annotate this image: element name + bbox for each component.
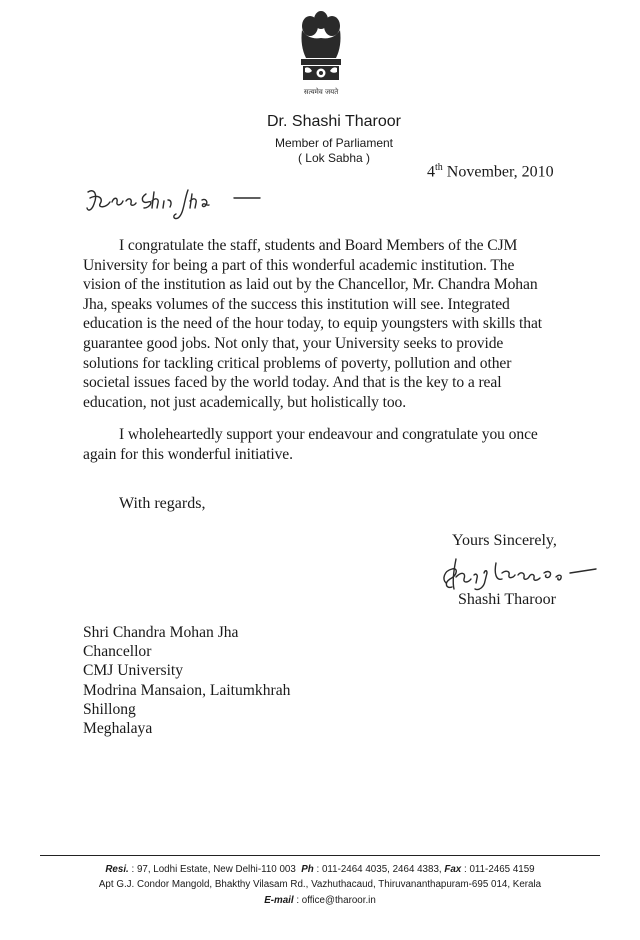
sender-name: Dr. Shashi Tharoor bbox=[267, 113, 401, 130]
signature-text: Shashi Tharoor bbox=[432, 553, 439, 554]
signer-name: Shashi Tharoor bbox=[458, 591, 556, 608]
email-link[interactable]: : office@tharoor.in bbox=[296, 895, 376, 906]
phone-label: Ph bbox=[301, 864, 314, 875]
handwritten-salutation bbox=[84, 184, 264, 224]
footer-divider bbox=[40, 855, 600, 856]
footer-email-line bbox=[30, 895, 610, 906]
address-line: CMJ University bbox=[83, 662, 184, 680]
address-line: Shillong bbox=[83, 700, 136, 718]
footer-address-line: Apt G.J. Condor Mangold, Bhakthy Vilasam Rd., Vazhuthacaud, Thiruvananthapuram-695 014, Kerala bbox=[98, 879, 542, 890]
address-line: Chancellor bbox=[83, 643, 152, 661]
body-paragraph-2: I wholeheartedly support your endeavour and congratulate you once again for this wonderful initiative. bbox=[83, 426, 538, 463]
body-paragraph-1: I congratulate the staff, students and Board Members of the CJM University for being a part of this wonderful academic institution. The vision of the institution as laid out by the Chancellor, Mr. Chandra Mohan Jha, speaks volumes of the success this institution will see. Integrated education is the need of the hour today, to equip youngsters with skills that guarantee good jobs. Not only that, your University seeks to provide solutions for tackling critical problems of poverty, pollution and other societal issues faced by the world today. And that is the key to a real education, not just academically, but holistically too. bbox=[83, 237, 543, 411]
sender-title: Member of Parliament bbox=[274, 136, 394, 150]
date-rest: November, 2010 bbox=[442, 163, 554, 181]
address-line: Modrina Mansaion, Laitumkhrah bbox=[83, 681, 291, 699]
regards-line: With regards, bbox=[119, 495, 206, 512]
footer-contact-line bbox=[30, 864, 610, 875]
recipient-address bbox=[83, 623, 290, 738]
sender-house: ( Lok Sabha ) bbox=[297, 151, 371, 165]
letter-date bbox=[427, 162, 554, 181]
phone-value: : 011-2464 4035, 2464 4383, bbox=[316, 864, 442, 875]
ashoka-emblem-icon bbox=[290, 6, 352, 106]
email-label: E-mail bbox=[264, 895, 294, 906]
date-suffix: th bbox=[435, 162, 443, 173]
fax-value: : 011-2465 4159 bbox=[464, 864, 535, 875]
salutation-text: Dear Shri Jha — bbox=[84, 184, 91, 185]
fax-label: Fax bbox=[444, 864, 462, 875]
closing-line: Yours Sincerely, bbox=[452, 532, 557, 549]
address-line: Meghalaya bbox=[83, 720, 153, 738]
address-line: Shri Chandra Mohan Jha bbox=[83, 624, 239, 641]
resi-value: : 97, Lodhi Estate, New Delhi-110 003 bbox=[131, 864, 296, 875]
date-day: 4 bbox=[427, 163, 435, 181]
emblem-motto: सत्यमेव जयते bbox=[303, 88, 339, 96]
resi-label: Resi. bbox=[105, 864, 129, 875]
